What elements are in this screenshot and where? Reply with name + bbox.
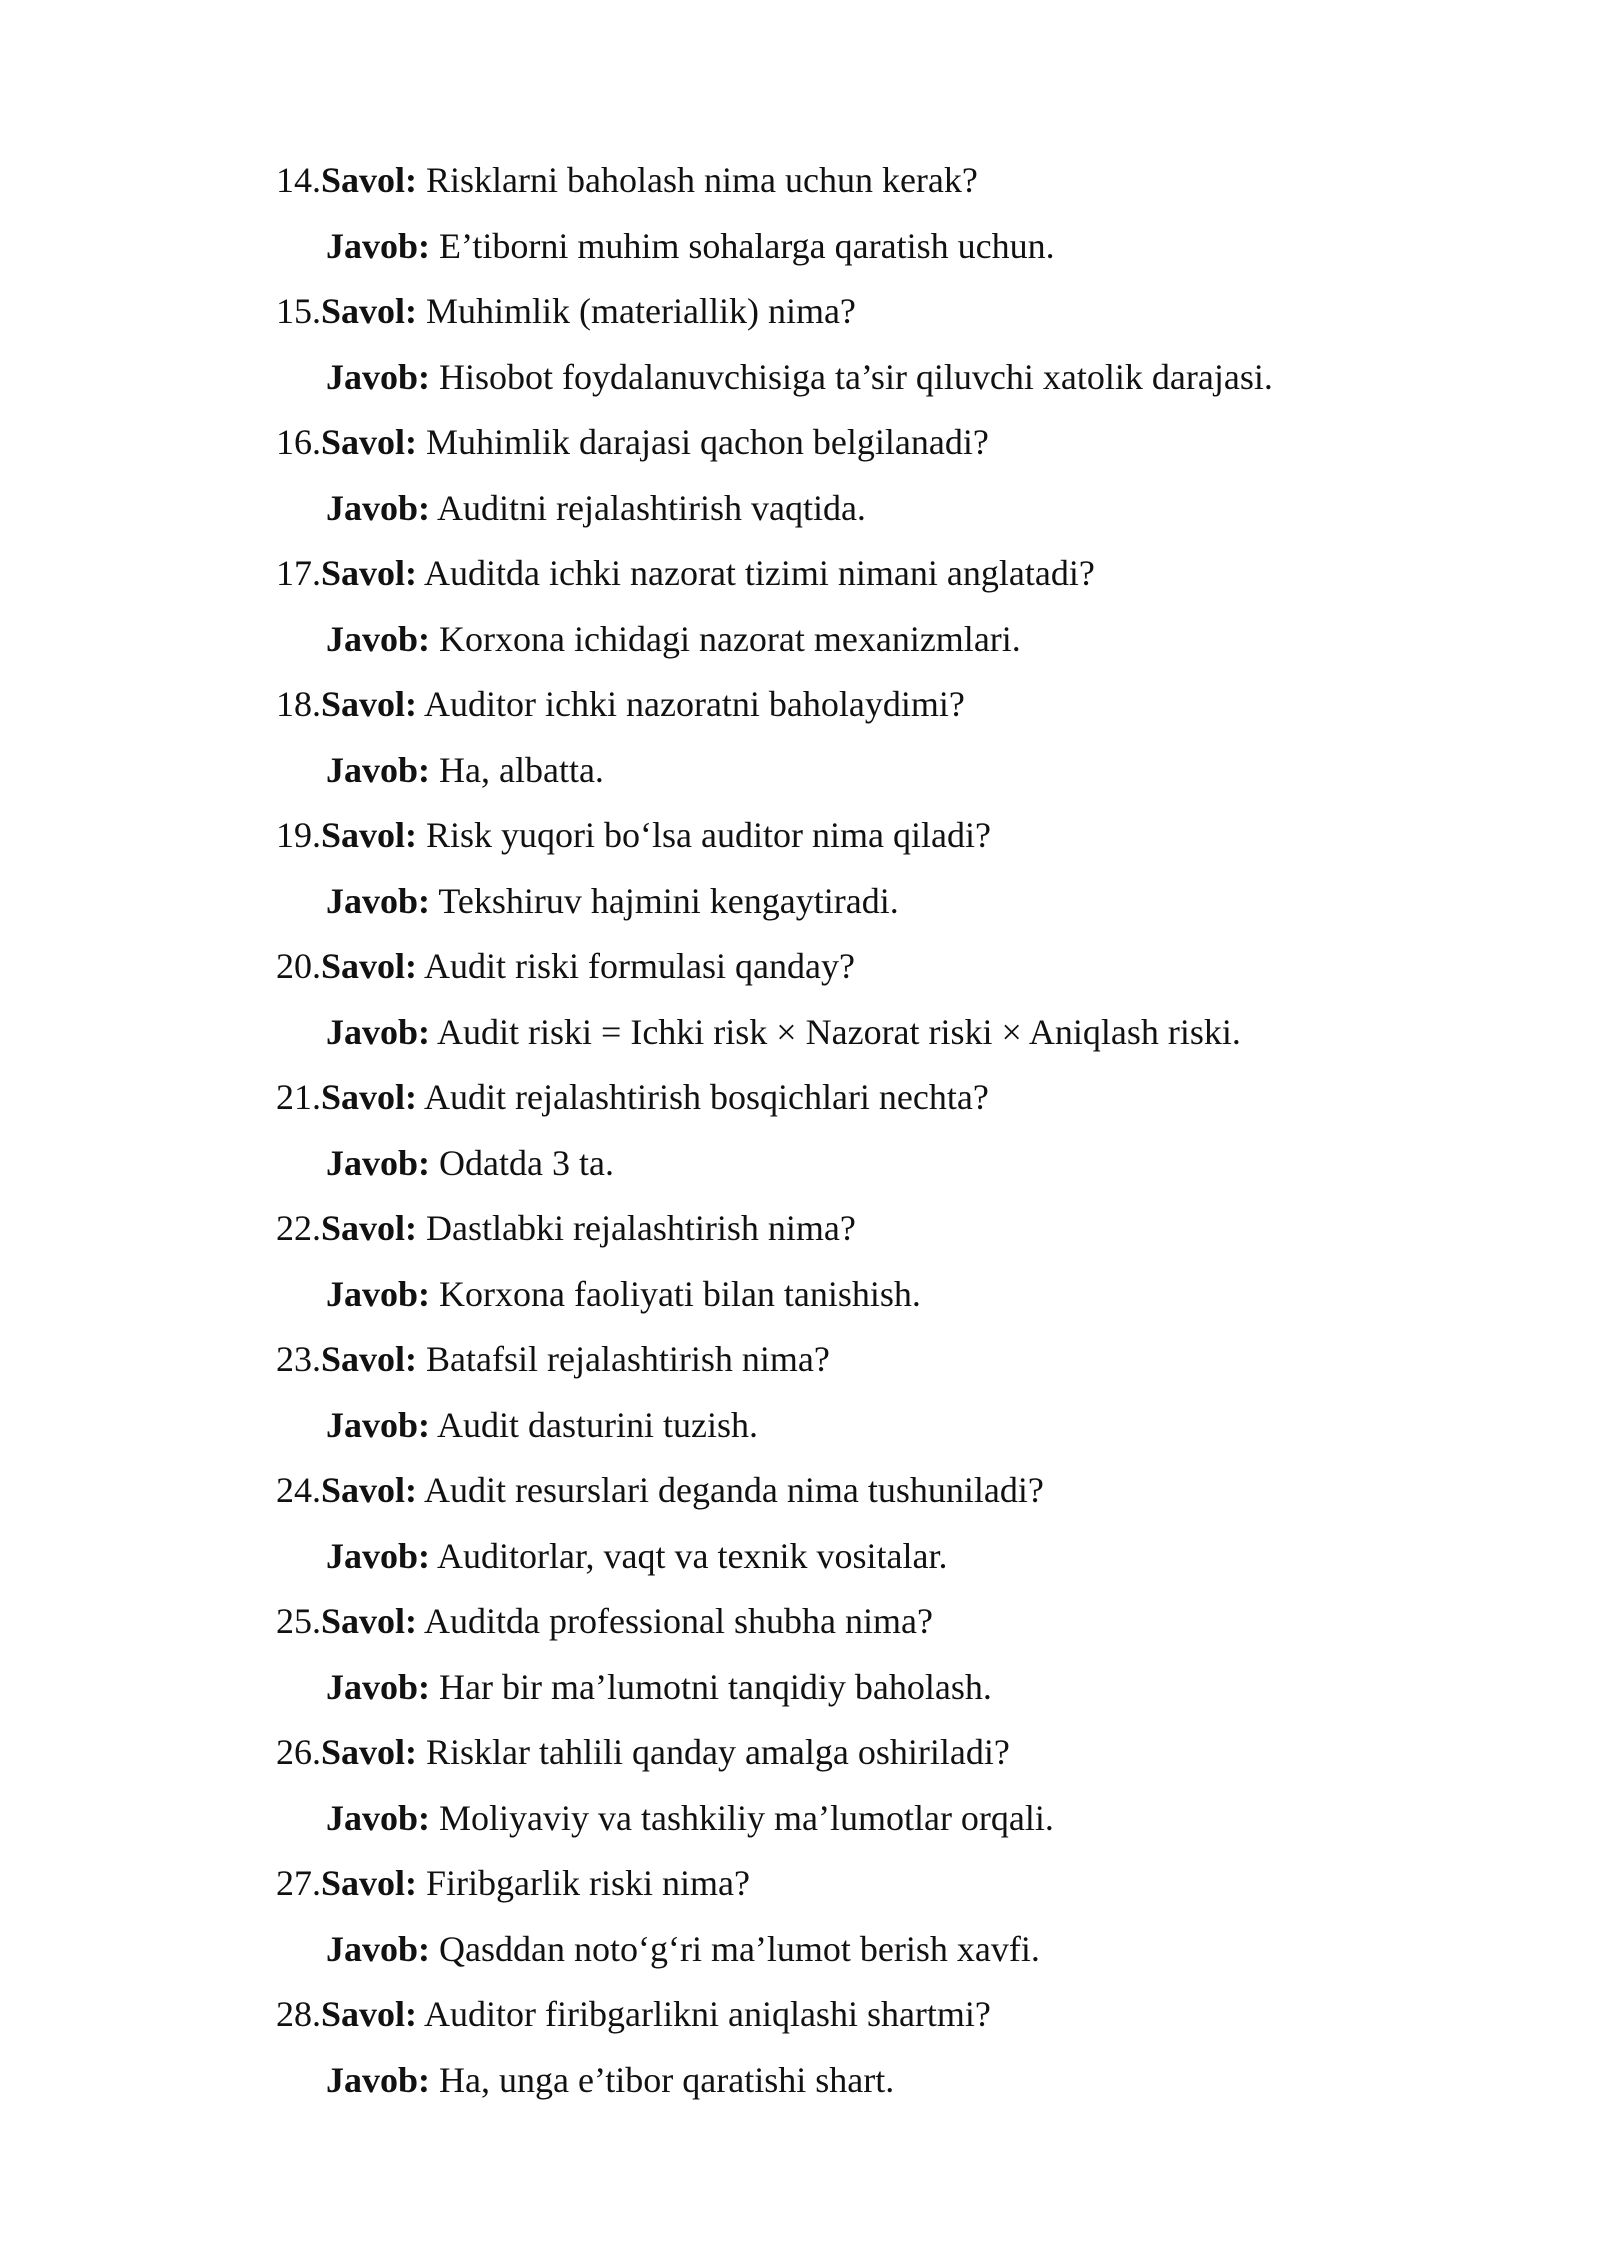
question-number: 19. <box>276 815 321 855</box>
answer-line <box>276 214 1476 280</box>
question-line <box>276 672 1476 738</box>
answer-line <box>276 345 1476 411</box>
qa-item <box>276 1458 1476 1589</box>
answer-text: Auditorlar, vaqt va texnik vositalar. <box>430 1535 948 1576</box>
question-number: 17. <box>276 553 321 593</box>
question-number: 18. <box>276 684 321 724</box>
qa-item <box>276 148 1476 279</box>
answer-line <box>276 1131 1476 1197</box>
answer-text: Odatda 3 ta. <box>430 1142 614 1183</box>
question-line <box>276 1458 1476 1524</box>
question-text: Auditor firibgarlikni aniqlashi shartmi? <box>417 1994 991 2034</box>
question-number: 21. <box>276 1077 321 1117</box>
answer-label: Javob: <box>326 487 431 528</box>
answer-label: Javob: <box>326 880 431 921</box>
question-line <box>276 1065 1476 1131</box>
answer-label: Javob: <box>326 1142 431 1183</box>
answer-text: E’tiborni muhim sohalarga qaratish uchun. <box>430 225 1055 266</box>
answer-text: Qasddan noto‘g‘ri ma’lumot berish xavfi. <box>430 1928 1040 1969</box>
question-number: 25. <box>276 1601 321 1641</box>
question-text: Audit riski formulasi qanday? <box>417 946 855 986</box>
question-number: 20. <box>276 946 321 986</box>
question-label: Savol: <box>321 291 418 331</box>
answer-label: Javob: <box>326 1273 431 1314</box>
question-line <box>276 1196 1476 1262</box>
question-label: Savol: <box>321 1339 418 1379</box>
answer-text: Ha, unga e’tibor qaratishi shart. <box>430 2059 895 2100</box>
question-text: Muhimlik darajasi qachon belgilanadi? <box>417 422 989 462</box>
question-number: 14. <box>276 160 321 200</box>
question-text: Muhimlik (materiallik) nima? <box>417 291 856 331</box>
qa-item <box>276 1720 1476 1851</box>
question-label: Savol: <box>321 1470 418 1510</box>
answer-text: Hisobot foydalanuvchisiga ta’sir qiluvchi xatolik darajasi. <box>430 356 1273 397</box>
qa-item <box>276 1196 1476 1327</box>
answer-line <box>276 738 1476 804</box>
answer-line <box>276 869 1476 935</box>
question-number: 23. <box>276 1339 321 1379</box>
answer-text: Audit dasturini tuzish. <box>430 1404 759 1445</box>
question-line <box>276 148 1476 214</box>
question-number: 28. <box>276 1994 321 2034</box>
question-line <box>276 1851 1476 1917</box>
question-number: 26. <box>276 1732 321 1772</box>
question-line <box>276 279 1476 345</box>
question-label: Savol: <box>321 553 418 593</box>
question-label: Savol: <box>321 1863 418 1903</box>
question-line <box>276 1589 1476 1655</box>
answer-text: Ha, albatta. <box>430 749 604 790</box>
answer-label: Javob: <box>326 1404 431 1445</box>
answer-line <box>276 1786 1476 1852</box>
answer-label: Javob: <box>326 2059 431 2100</box>
answer-text: Audit riski = Ichki risk × Nazorat riski × Aniqlash riski. <box>430 1011 1241 1052</box>
answer-text: Korxona ichidagi nazorat mexanizmlari. <box>430 618 1021 659</box>
question-text: Auditda professional shubha nima? <box>417 1601 933 1641</box>
qa-item <box>276 1589 1476 1720</box>
qa-item <box>276 279 1476 410</box>
qa-item <box>276 1851 1476 1982</box>
question-line <box>276 1982 1476 2048</box>
question-text: Risk yuqori bo‘lsa auditor nima qiladi? <box>417 815 991 855</box>
question-line <box>276 541 1476 607</box>
question-number: 16. <box>276 422 321 462</box>
question-number: 24. <box>276 1470 321 1510</box>
answer-label: Javob: <box>326 1928 431 1969</box>
question-line <box>276 934 1476 1000</box>
question-text: Audit resurslari deganda nima tushuniladi? <box>417 1470 1044 1510</box>
answer-label: Javob: <box>326 1666 431 1707</box>
qa-item <box>276 803 1476 934</box>
answer-text: Har bir ma’lumotni tanqidiy baholash. <box>430 1666 992 1707</box>
question-text: Risklarni baholash nima uchun kerak? <box>417 160 978 200</box>
question-label: Savol: <box>321 1601 418 1641</box>
answer-text: Moliyaviy va tashkiliy ma’lumotlar orqali. <box>430 1797 1054 1838</box>
question-text: Audit rejalashtirish bosqichlari nechta? <box>417 1077 989 1117</box>
question-text: Auditda ichki nazorat tizimi nimani anglatadi? <box>417 553 1095 593</box>
answer-line <box>276 476 1476 542</box>
answer-text: Auditni rejalashtirish vaqtida. <box>430 487 866 528</box>
answer-label: Javob: <box>326 1797 431 1838</box>
question-label: Savol: <box>321 1077 418 1117</box>
answer-label: Javob: <box>326 1535 431 1576</box>
question-text: Dastlabki rejalashtirish nima? <box>417 1208 856 1248</box>
question-label: Savol: <box>321 815 418 855</box>
qa-item <box>276 1327 1476 1458</box>
question-line <box>276 410 1476 476</box>
answer-line <box>276 1524 1476 1590</box>
question-text: Batafsil rejalashtirish nima? <box>417 1339 830 1379</box>
qa-item <box>276 541 1476 672</box>
question-label: Savol: <box>321 1732 418 1772</box>
answer-label: Javob: <box>326 749 431 790</box>
question-number: 15. <box>276 291 321 331</box>
question-label: Savol: <box>321 946 418 986</box>
answer-label: Javob: <box>326 1011 431 1052</box>
question-number: 22. <box>276 1208 321 1248</box>
qa-list <box>276 148 1476 2113</box>
answer-line <box>276 2048 1476 2114</box>
question-text: Firibgarlik riski nima? <box>417 1863 750 1903</box>
question-line <box>276 1720 1476 1786</box>
question-label: Savol: <box>321 160 418 200</box>
question-text: Auditor ichki nazoratni baholaydimi? <box>417 684 965 724</box>
question-line <box>276 1327 1476 1393</box>
answer-line <box>276 1000 1476 1066</box>
qa-item <box>276 1982 1476 2113</box>
answer-text: Tekshiruv hajmini kengaytiradi. <box>430 880 899 921</box>
answer-line <box>276 1262 1476 1328</box>
answer-line <box>276 1393 1476 1459</box>
qa-item <box>276 410 1476 541</box>
answer-line <box>276 1917 1476 1983</box>
question-label: Savol: <box>321 684 418 724</box>
question-text: Risklar tahlili qanday amalga oshiriladi? <box>417 1732 1010 1772</box>
question-label: Savol: <box>321 1208 418 1248</box>
question-label: Savol: <box>321 1994 418 2034</box>
question-line <box>276 803 1476 869</box>
qa-item <box>276 934 1476 1065</box>
answer-line <box>276 607 1476 673</box>
answer-label: Javob: <box>326 618 431 659</box>
answer-line <box>276 1655 1476 1721</box>
qa-item <box>276 672 1476 803</box>
question-label: Savol: <box>321 422 418 462</box>
answer-label: Javob: <box>326 225 431 266</box>
question-number: 27. <box>276 1863 321 1903</box>
qa-item <box>276 1065 1476 1196</box>
answer-text: Korxona faoliyati bilan tanishish. <box>430 1273 921 1314</box>
answer-label: Javob: <box>326 356 431 397</box>
